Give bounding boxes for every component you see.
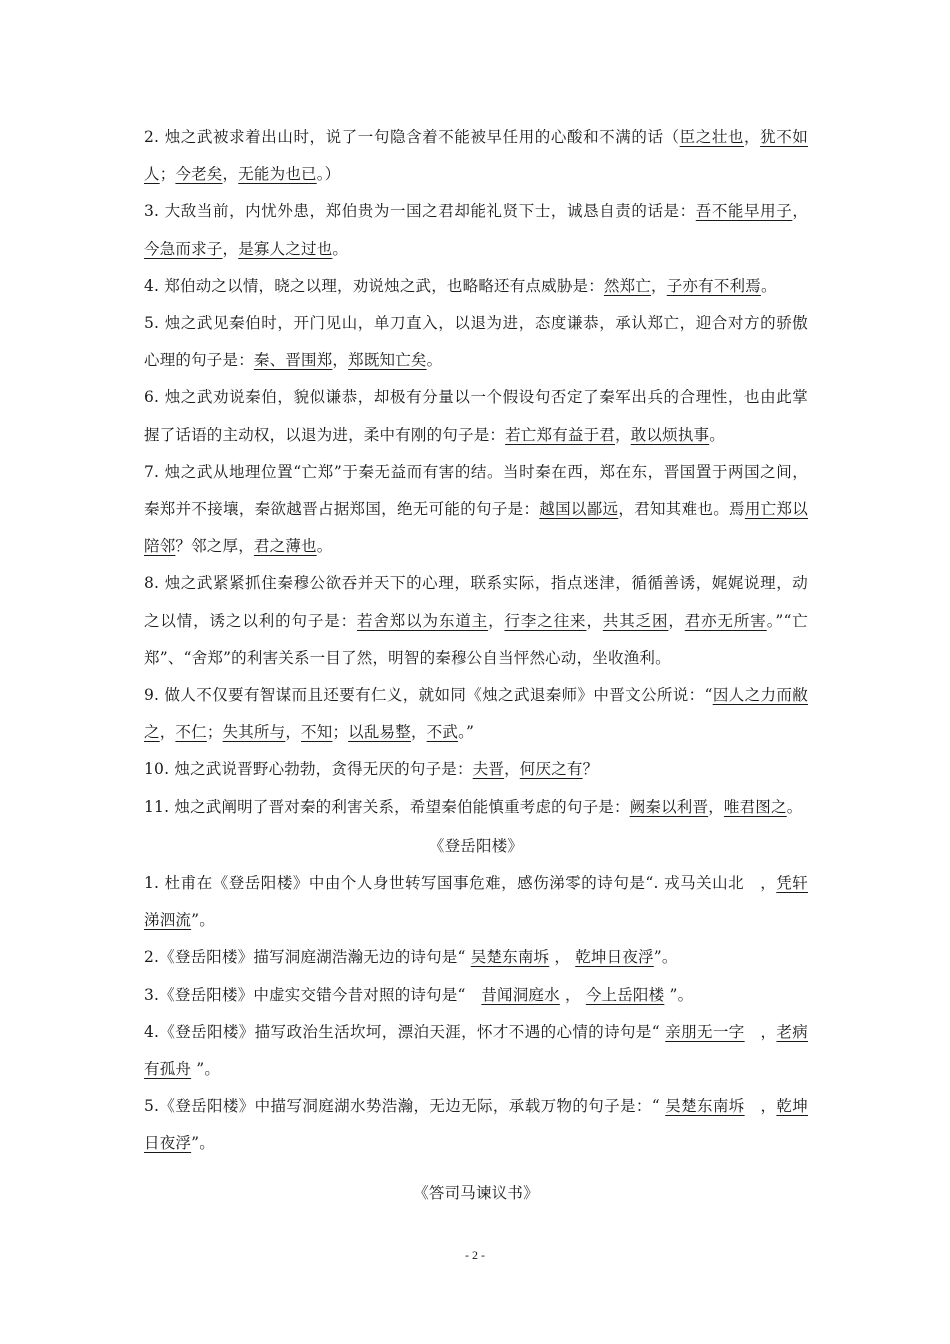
answer-blank: 若亡郑有益于君 — [505, 425, 616, 444]
question-text: ， — [285, 723, 302, 742]
question-text: 11. 烛之武阐明了晋对秦的利害关系，希望秦伯能慎重考虑的句子是： — [144, 797, 630, 816]
question-text: 2. 烛之武被求着出山时，说了一句隐含着不能被早任用的心酸和不满的话（ — [144, 128, 680, 146]
question-text: ； — [206, 723, 223, 742]
question-item — [144, 565, 808, 677]
answer-blank: 阙秦以利晋 — [629, 797, 709, 816]
section-title-dengyueyanglou: 《登岳阳楼》 — [428, 836, 524, 855]
question-text: 9. 做人不仅要有智谋而且还要有仁义，就如同《烛之武退秦师》中晋文公所说：“ — [144, 686, 713, 705]
question-item — [144, 1014, 808, 1088]
question-text: 。”“亡郑”、“舍郑”的利害关系一目了然，明智的秦穆公自当怦然心动，坐收渔利。 — [144, 611, 808, 667]
question-text: ， — [792, 202, 809, 221]
answer-blank: 何厌之有 — [519, 760, 583, 779]
question-text: ？邻之厚， — [175, 537, 254, 556]
answer-blank: 昔闻洞庭水 — [481, 985, 560, 1004]
question-text: ”。 — [653, 948, 678, 967]
question-text: ”。 — [191, 1134, 215, 1153]
answer-blank: 吴楚东南坼 — [665, 1097, 745, 1116]
question-text: 。 — [786, 797, 803, 816]
question-item — [144, 977, 808, 1014]
question-item — [144, 789, 808, 826]
question-text: 5. 烛之武见秦伯时，开门见山，单刀直入，以退为进，态度谦恭，承认郑亡，迎合对方的骄傲心理的句子是： — [144, 314, 808, 370]
answer-blank: 唯君图之 — [723, 797, 787, 816]
question-item — [144, 268, 808, 305]
question-text: 3.《登岳阳楼》中虚实交错今昔对照的诗句是“ — [144, 985, 482, 1004]
answer-blank: 共其乏困 — [602, 611, 669, 630]
question-item — [144, 865, 808, 939]
question-text: ？ — [582, 760, 599, 779]
question-text: 8. 烛之武紧紧抓住秦穆公欲吞并天下的心理，联系实际，指点迷津，循循善诱，娓娓说理，动之以情，诱之以利的句子是： — [144, 574, 808, 630]
answer-blank: 失其所与 — [222, 723, 286, 742]
question-text: 。 — [426, 351, 443, 370]
answer-blank: 乾坤日夜浮 — [144, 1097, 808, 1153]
answer-blank: 亲朋无一字 — [665, 1022, 745, 1041]
question-text: ； — [332, 723, 349, 742]
question-item — [144, 454, 808, 566]
answer-blank: 郑既知亡矣 — [348, 351, 427, 370]
answer-blank: 不武 — [426, 723, 459, 742]
answer-blank: 是寡人之过也 — [238, 239, 333, 258]
question-item — [144, 119, 808, 193]
question-item — [144, 751, 808, 788]
page-number: - 2 - — [465, 1248, 485, 1262]
question-text: ， — [549, 948, 576, 967]
question-text: ， — [410, 723, 427, 742]
question-text: 。 — [316, 537, 333, 556]
question-text: ， — [708, 797, 724, 816]
question-text: ， — [744, 1022, 777, 1041]
answer-blank: 不知 — [301, 723, 333, 742]
answer-blank: 不仁 — [175, 723, 207, 742]
question-text: ； — [159, 165, 176, 184]
answer-blank: 然郑亡 — [603, 276, 652, 295]
section-title-dasimajianyishu: 《答司马谏议书》 — [413, 1183, 539, 1202]
answer-blank: 无能为也已 — [238, 165, 317, 184]
question-text: 4. 郑伯动之以情，晓之以理，劝说烛之武，也略略还有点威胁是： — [144, 276, 604, 295]
question-text: 。” — [458, 723, 475, 742]
answer-blank: 老病有孤舟 — [144, 1022, 808, 1079]
answer-blank: 臣之壮也 — [679, 128, 745, 146]
answer-blank: 敢以烦执事 — [630, 425, 710, 444]
question-text: ”。 — [191, 911, 215, 930]
question-text: 10. 烛之武说晋野心勃勃，贪得无厌的句子是： — [144, 760, 473, 779]
question-text: 1. 杜甫在《登岳阳楼》中由个人身世转写国事危难，感伤涕零的诗句是“. 戎马关山北 ， — [144, 874, 777, 893]
question-text: 6. 烛之武劝说秦伯，貌似谦恭，却极有分量以一个假设句否定了秦军出兵的合理性，也由此掌握了话语的主动权，以退为进，柔中有刚的句子是： — [144, 388, 808, 444]
answer-blank: 犹不如人 — [144, 128, 808, 184]
question-item — [144, 939, 808, 976]
question-text: 4.《登岳阳楼》描写政治生活坎坷，漂泊天涯，怀才不遇的心情的诗句是“ — [144, 1022, 666, 1041]
question-text: 3. 大敌当前，内忧外患，郑伯贵为一国之君却能礼贤下士，诚恳自责的话是： — [144, 202, 696, 221]
question-text: 。 — [332, 239, 349, 258]
answer-blank: 今急而求子 — [144, 239, 223, 258]
question-text: 7. 烛之武从地理位置“亡郑”于秦无益而有害的结。当时秦在西，郑在东，晋国置于两国之间，秦郑并不接壤，秦欲越晋占据郑国，绝无可能的句子是： — [144, 462, 808, 519]
question-text: 。） — [316, 165, 341, 184]
answer-blank: 子亦有不利焉 — [666, 276, 761, 295]
question-text: 。 — [709, 425, 725, 444]
question-text: ”。 — [664, 985, 694, 1004]
question-text: ， — [744, 1097, 777, 1116]
question-text: 。 — [760, 276, 777, 295]
question-text: ， — [222, 239, 239, 258]
answer-blank: 行李之往来 — [504, 611, 587, 630]
question-item — [144, 379, 808, 453]
question-text: ， — [744, 128, 761, 146]
question-text: ， — [504, 760, 520, 779]
answer-blank: 若舍郑以为东道主 — [357, 611, 489, 630]
question-text: ， — [651, 276, 667, 295]
answer-blank: 今老矣 — [175, 165, 223, 184]
question-text: ， — [332, 351, 349, 370]
answer-blank: 今上岳阳楼 — [585, 985, 665, 1004]
question-text: ， — [668, 611, 685, 630]
answer-blank: 以乱易整 — [348, 723, 411, 742]
question-text: 2.《登岳阳楼》描写洞庭湖浩瀚无边的诗句是“ — [144, 948, 471, 967]
answer-blank: 因人之力而敝之 — [144, 686, 808, 742]
section-dengyueyanglou-items — [144, 865, 808, 1163]
question-text: ， — [222, 165, 239, 184]
answer-blank: 君亦无所害 — [684, 611, 767, 630]
question-text: ， — [586, 611, 603, 630]
answer-blank: 夫晋 — [472, 760, 505, 779]
answer-blank: 用亡郑以陪邻 — [144, 500, 808, 556]
question-text: 5.《登岳阳楼》中描写洞庭湖水势浩瀚，无边无际，承载万物的句子是：“ — [144, 1097, 666, 1116]
answer-blank: 吾不能早用子 — [695, 202, 793, 221]
question-text: ， — [159, 723, 176, 742]
answer-blank: 秦、晋围郑 — [253, 351, 333, 370]
question-text: ， — [488, 611, 505, 630]
question-item — [144, 193, 808, 267]
question-text: ， — [615, 425, 631, 444]
answer-blank: 越国以鄙远 — [539, 500, 619, 519]
question-item — [144, 305, 808, 379]
answer-blank: 君之薄也 — [253, 537, 317, 556]
question-item — [144, 1088, 808, 1162]
document-body — [144, 119, 808, 1212]
question-text: ，君知其难也。焉 — [618, 500, 745, 519]
answer-blank: 凭轩涕泗流 — [144, 874, 808, 930]
answer-blank: 吴楚东南坼 — [470, 948, 550, 967]
answer-blank: 乾坤日夜浮 — [575, 948, 654, 967]
question-item — [144, 677, 808, 751]
question-text: ， — [559, 985, 586, 1004]
section-zhuzhiwu-items — [144, 119, 808, 826]
question-text: ”。 — [191, 1060, 221, 1079]
